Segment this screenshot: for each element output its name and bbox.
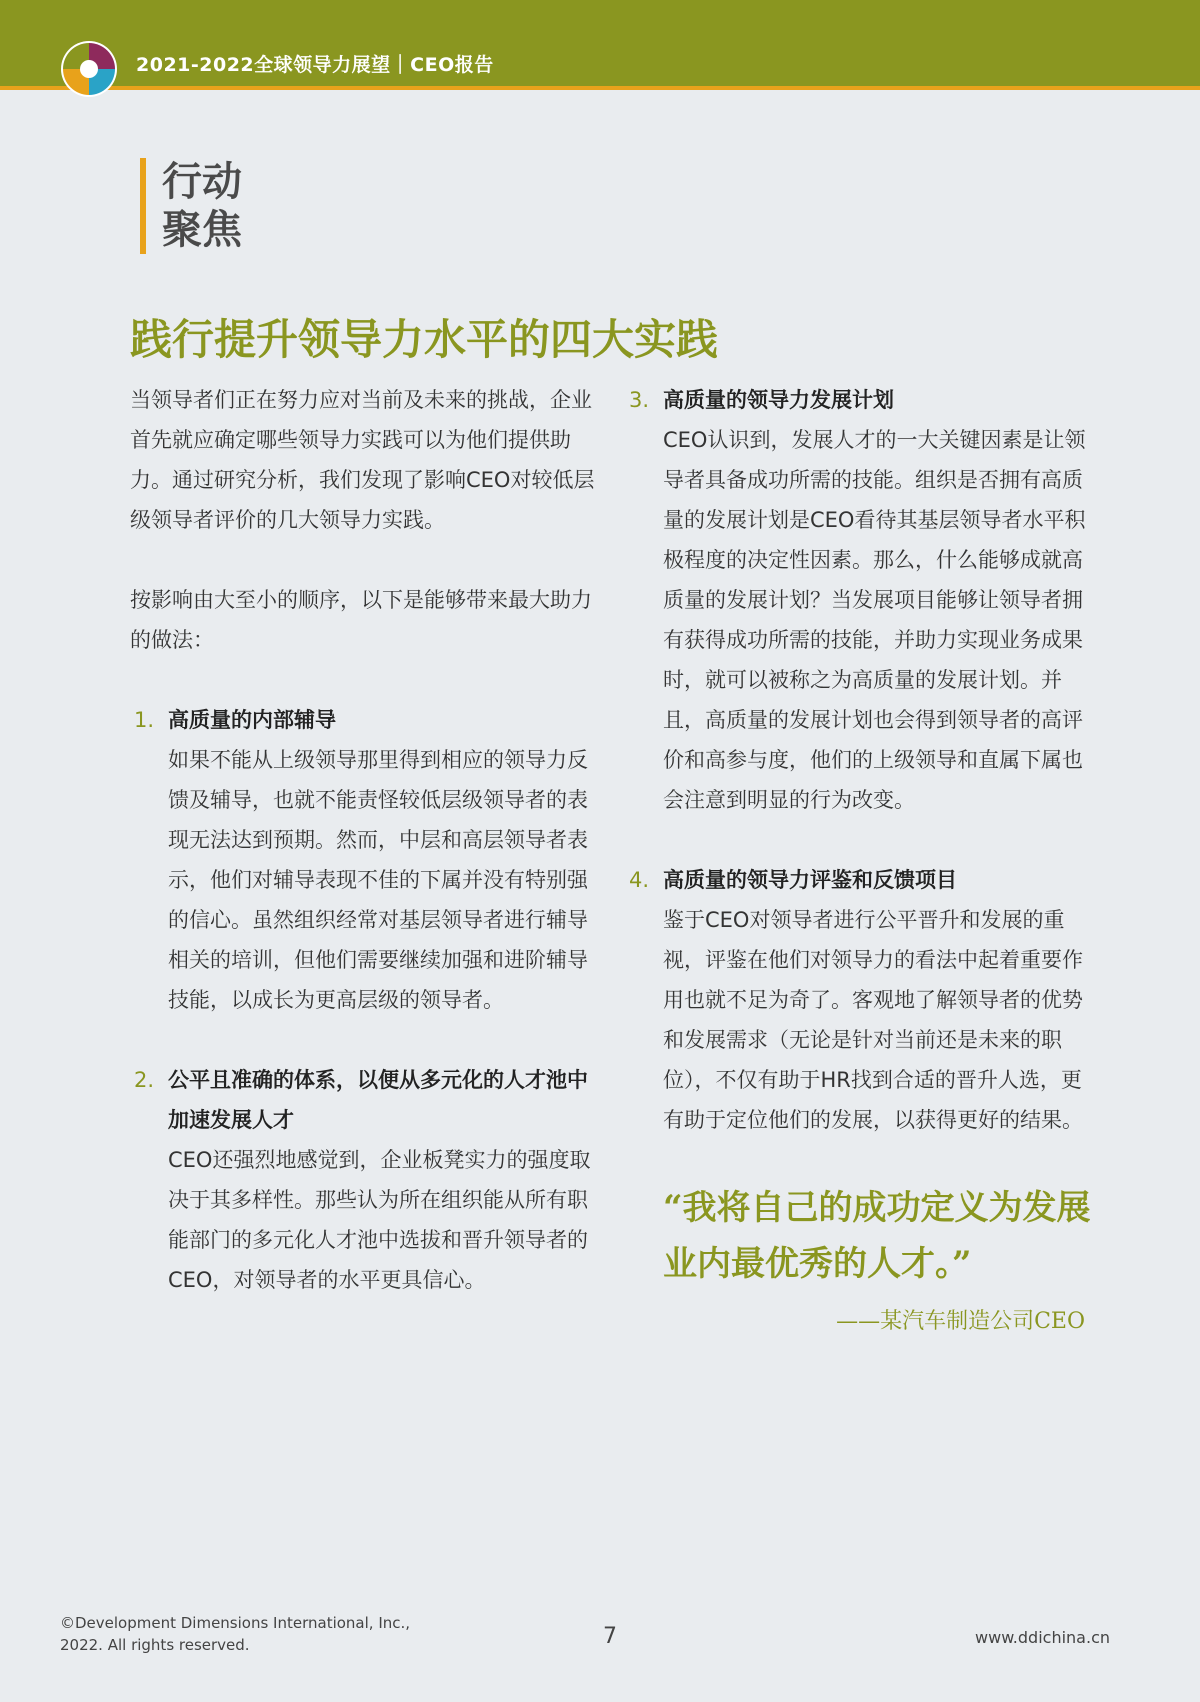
- item-body: CEO认识到，发展人才的一大关键因素是让领导者具备成功所需的技能。组织是否拥有高质量的发展计划是CEO看待其基层领导者水平积极程度的决定性因素。那么，什么能够成就高质量的发展计划？当发展项目能够让领导者拥有获得成功所需的技能，并助力实现业务成果时，就可以被称之为高质量的发展计划。并且，高质量的发展计划也会得到领导者的高评价和高参与度，他们的上级领导和直属下属也会注意到明显的行为改变。: [663, 428, 1086, 812]
- footer-url-link[interactable]: www.ddichina.cn: [975, 1628, 1110, 1647]
- section-tag-line2: 聚焦: [162, 207, 242, 253]
- page-number: 7: [603, 1624, 617, 1649]
- page-title: 践行提升领导力水平的四大实践: [130, 315, 719, 364]
- intro-paragraph: 当领导者们正在努力应对当前及未来的挑战，企业首先就应确定哪些领导力实践可以为他们提供助力。通过研究分析，我们发现了影响CEO对较低层级领导者评价的几大领导力实践。: [130, 388, 595, 532]
- pull-quote: “我将自己的成功定义为发展业内最优秀的人才。”: [663, 1188, 1091, 1284]
- item-body: 鉴于CEO对领导者进行公平晋升和发展的重视，评鉴在他们对领导力的看法中起着重要作用也就不足为奇了。客观地了解领导者的优势和发展需求（无论是针对当前还是未来的职位），不仅有助于HR找到合适的晋升人选，更有助于定位他们的发展，以获得更好的结果。: [663, 908, 1083, 1132]
- item-title: 高质量的领导力发展计划: [663, 388, 894, 412]
- item-number: 1.: [134, 708, 155, 732]
- report-title: 2021-2022全球领导力展望｜CEO报告: [136, 54, 494, 76]
- item-number: 2.: [134, 1068, 155, 1092]
- practice-item: [130, 700, 600, 1020]
- practice-item: [625, 380, 1095, 820]
- item-body: 如果不能从上级领导那里得到相应的领导力反馈及辅导，也就不能责怪较低层级领导者的表现无法达到预期。然而，中层和高层领导者表示，他们对辅导表现不佳的下属并没有特别强的信心。虽然组织经常对基层领导者进行辅导相关的培训，但他们需要继续加强和进阶辅导技能，以成长为更高层级的领导者。: [168, 748, 588, 1012]
- ddi-logo-icon: [60, 40, 118, 98]
- item-title: 高质量的内部辅导: [168, 708, 336, 732]
- item-body: CEO还强烈地感觉到，企业板凳实力的强度取决于其多样性。那些认为所在组织能从所有职能部门的多元化人才池中选拔和晋升领导者的CEO，对领导者的水平更具信心。: [168, 1148, 591, 1292]
- item-title: 公平且准确的体系，以便从多元化的人才池中加速发展人才: [168, 1068, 588, 1132]
- left-column: [130, 380, 600, 1340]
- practice-item: [130, 1060, 600, 1300]
- item-number: 4.: [629, 868, 650, 892]
- footer-copyright: ©Development Dimensions International, Inc., 2022. All rights reserved.: [60, 1614, 411, 1654]
- section-tag: [140, 158, 322, 254]
- section-tag-line1: 行动: [162, 159, 242, 205]
- header-accent-line: [0, 86, 1200, 90]
- quote-attribution: ——某汽车制造公司CEO: [836, 1309, 1085, 1334]
- practice-item: [625, 860, 1095, 1140]
- lead-in-paragraph: 按影响由大至小的顺序，以下是能够带来最大助力的做法：: [130, 588, 592, 652]
- item-title: 高质量的领导力评鉴和反馈项目: [663, 868, 957, 892]
- right-column: [625, 380, 1095, 1342]
- item-number: 3.: [629, 388, 650, 412]
